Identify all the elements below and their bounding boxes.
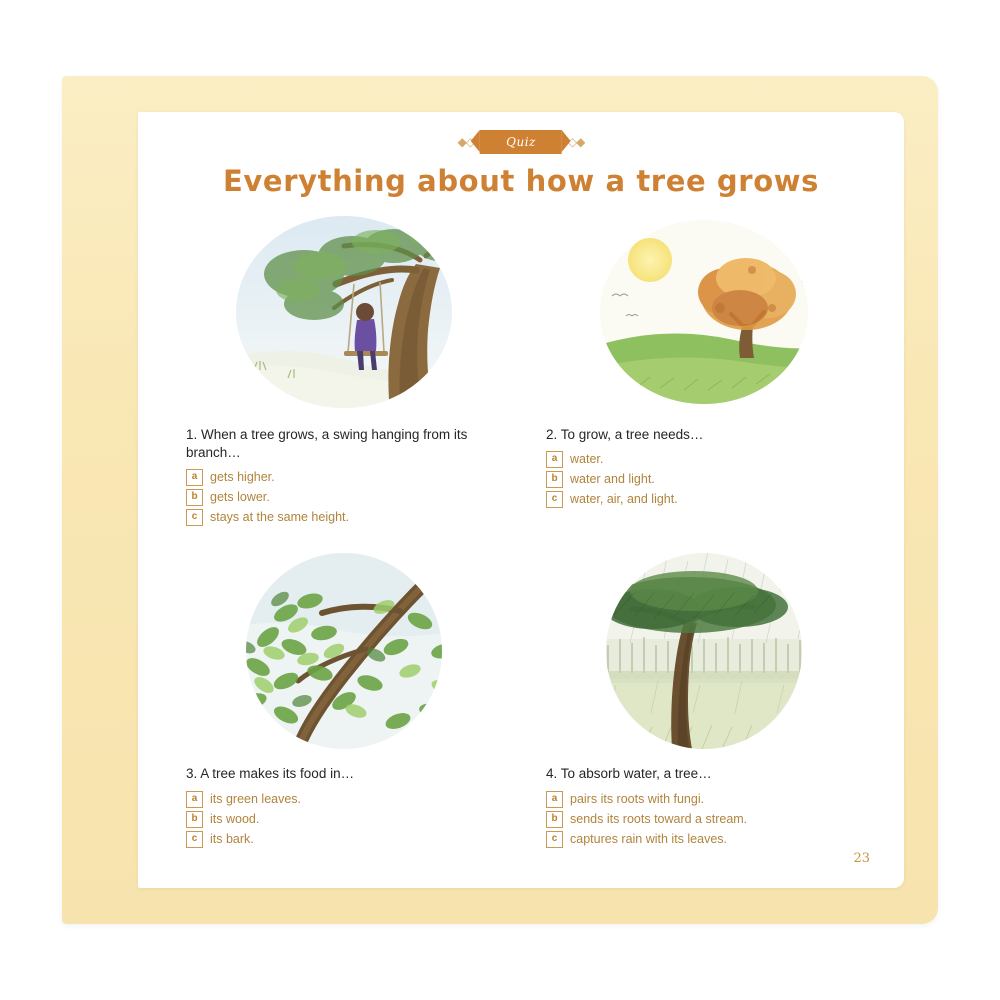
quiz-item-4 (546, 551, 862, 850)
answer-option[interactable] (546, 451, 862, 468)
answer-option[interactable] (546, 811, 862, 828)
answer-key-badge: a (186, 469, 203, 486)
answer-option[interactable] (186, 791, 502, 808)
answer-option[interactable] (546, 491, 862, 508)
answer-list (186, 791, 502, 848)
answer-list (546, 791, 862, 848)
question-text: 3. A tree makes its food in… (186, 766, 355, 782)
answer-label: water, air, and light. (570, 492, 678, 507)
answer-option[interactable] (186, 509, 502, 526)
answer-label: pairs its roots with fungi. (570, 791, 705, 806)
quiz-page (138, 112, 904, 888)
answer-key-badge: a (546, 791, 563, 808)
answer-key-badge: c (546, 831, 563, 848)
answer-key-badge: a (186, 791, 203, 808)
quiz-item-1 (186, 212, 502, 529)
answer-option[interactable] (546, 471, 862, 488)
question-text: 2. To grow, a tree needs… (546, 427, 704, 442)
quiz-ribbon-label: Quiz (480, 130, 562, 154)
answer-key-badge: c (186, 831, 203, 848)
quiz-ribbon (458, 130, 585, 154)
answer-label: captures rain with its leaves. (570, 831, 728, 846)
answer-label: gets higher. (210, 470, 275, 485)
question-text: 1. When a tree grows, a swing hanging from its branch… (186, 427, 468, 461)
answer-key-badge: b (186, 489, 203, 506)
answer-option[interactable] (186, 831, 502, 848)
answer-label: its wood. (210, 811, 260, 826)
answer-option[interactable] (546, 791, 862, 808)
answer-label: water. (570, 452, 604, 467)
tree-in-rain-illustration (554, 551, 854, 751)
question-text: 4. To absorb water, a tree… (546, 766, 712, 782)
answer-option[interactable] (186, 811, 502, 828)
answer-label: sends its roots toward a stream. (570, 811, 748, 826)
answer-option[interactable] (186, 469, 502, 486)
answer-key-badge: c (186, 509, 203, 526)
page-number: 23 (853, 851, 870, 866)
answer-label: water and light. (570, 472, 655, 487)
answer-option[interactable] (546, 831, 862, 848)
ribbon-left-ornament-icon: ◆◇ (457, 135, 475, 149)
quiz-item-2 (546, 212, 862, 529)
answer-key-badge: c (546, 491, 563, 508)
answer-label: stays at the same height. (210, 510, 349, 525)
page-title: Everything about how a tree grows (223, 164, 819, 198)
ribbon-right-ornament-icon: ◇◆ (567, 135, 585, 149)
answer-key-badge: b (546, 811, 563, 828)
green-leafy-branch-illustration (194, 551, 494, 751)
autumn-tree-on-hill-illustration (554, 212, 854, 412)
answer-key-badge: b (186, 811, 203, 828)
answer-label: its green leaves. (210, 791, 302, 806)
answer-key-badge: a (546, 451, 563, 468)
answer-label: gets lower. (210, 490, 270, 505)
answer-list (186, 469, 502, 526)
answer-option[interactable] (186, 489, 502, 506)
answer-list (546, 451, 862, 508)
quiz-grid (186, 212, 862, 851)
answer-key-badge: b (546, 471, 563, 488)
quiz-item-3 (186, 551, 502, 850)
tree-with-swing-illustration (194, 212, 494, 412)
answer-label: its bark. (210, 831, 254, 846)
